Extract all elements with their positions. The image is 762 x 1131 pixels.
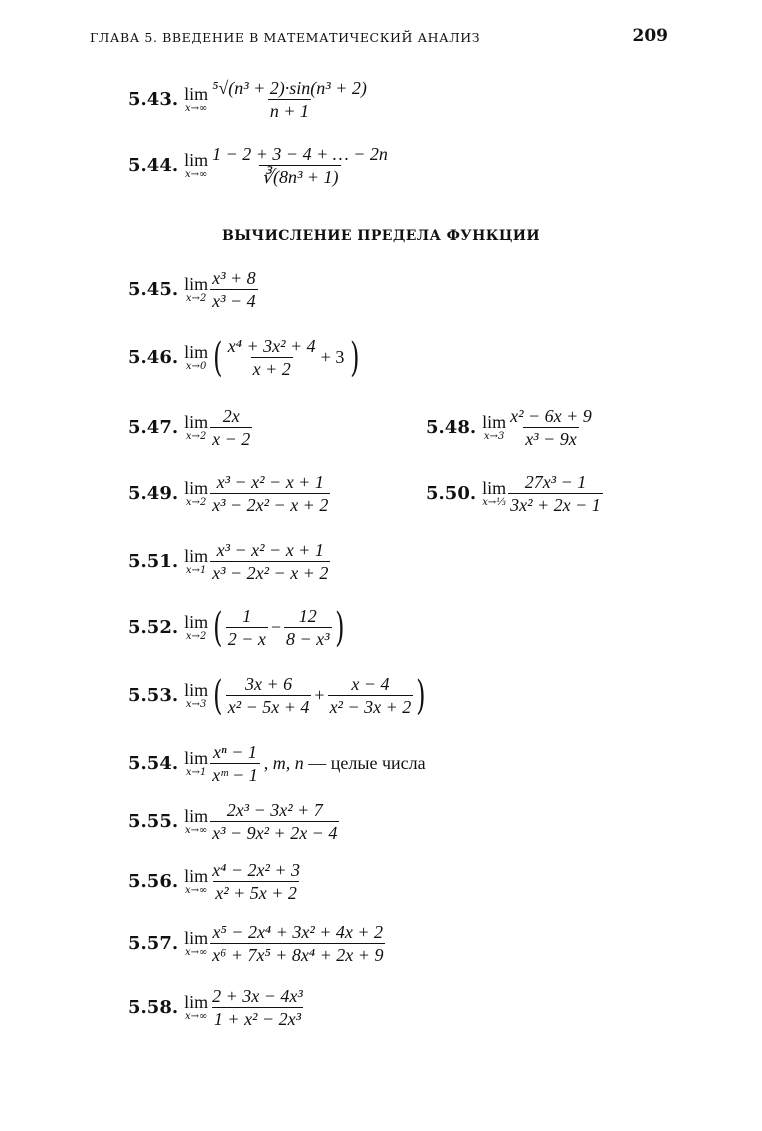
numerator: x² − 6x + 9	[510, 406, 592, 426]
denominator: x³ − 2x² − x + 2	[212, 563, 329, 583]
fraction	[210, 860, 302, 903]
fraction	[508, 406, 594, 449]
problem-number: 5.43.	[128, 89, 179, 110]
denominator: x² + 5x + 2	[215, 883, 297, 903]
lim-word: lim	[184, 84, 209, 104]
limit-subscript: x→3	[483, 431, 505, 442]
numerator: x³ − x² − x + 1	[216, 540, 324, 560]
problem-5-58	[128, 986, 305, 1029]
denominator: x² − 5x + 4	[227, 697, 310, 717]
fraction	[210, 144, 390, 187]
limit-operator	[184, 85, 208, 114]
limit-subscript: x→1	[185, 565, 207, 576]
limit-operator	[184, 547, 208, 576]
fraction	[226, 336, 318, 379]
limit-subscript: x→∞	[184, 169, 208, 180]
limit-operator	[184, 479, 208, 508]
numerator: 2 + 3x − 4x³	[212, 986, 303, 1006]
denominator: x³ − 9x² + 2x − 4	[212, 823, 338, 843]
limit-operator	[184, 749, 208, 778]
denominator: 1 + x² − 2x³	[213, 1009, 301, 1029]
lim-word: lim	[184, 412, 209, 432]
limit-operator	[184, 151, 208, 180]
lim-word: lim	[184, 748, 209, 768]
limit-operator	[482, 479, 506, 508]
limit-operator	[184, 681, 208, 710]
limit-subscript: x→∞	[184, 947, 208, 958]
note-variables: m, n	[272, 753, 304, 773]
limit-subscript: x→3	[185, 699, 207, 710]
lim-word: lim	[184, 150, 209, 170]
limit-subscript: x→2	[185, 431, 207, 442]
note-text: — целые числа	[303, 753, 426, 773]
limit-operator	[184, 807, 208, 836]
problem-5-49	[128, 472, 330, 515]
limit-operator	[184, 867, 208, 896]
numerator: xⁿ − 1	[213, 742, 257, 762]
lim-word: lim	[184, 992, 209, 1012]
denominator: 2 − x	[227, 629, 266, 649]
problem-5-52	[128, 606, 347, 649]
limit-operator	[184, 929, 208, 958]
lim-word: lim	[184, 866, 209, 886]
fraction	[210, 268, 258, 311]
problem-5-56	[128, 860, 302, 903]
limit-subscript: x→∞	[184, 825, 208, 836]
limit-operator	[184, 613, 208, 642]
denominator: x − 2	[212, 429, 251, 449]
problem-number: 5.48.	[426, 417, 477, 438]
lim-word: lim	[184, 546, 209, 566]
numerator: 1 − 2 + 3 − 4 + … − 2n	[212, 144, 388, 164]
numerator: ⁵√(n³ + 2)·sin(n³ + 2)	[212, 78, 367, 98]
fraction	[210, 922, 385, 965]
numerator: x⁴ − 2x² + 3	[212, 860, 301, 880]
problem-5-47	[128, 406, 252, 449]
limit-operator	[482, 413, 506, 442]
limit-operator	[184, 275, 208, 304]
denominator: ∛(8n³ + 1)	[261, 167, 339, 187]
fraction-1	[226, 606, 268, 649]
fraction	[210, 800, 339, 843]
numerator: x − 4	[351, 674, 390, 694]
problem-5-50	[426, 472, 603, 515]
fraction	[210, 472, 330, 515]
problem-number: 5.44.	[128, 155, 179, 176]
problem-number: 5.46.	[128, 347, 179, 368]
denominator: x³ − 9x	[525, 429, 577, 449]
numerator: 2x	[222, 406, 240, 426]
problem-5-53	[128, 674, 429, 717]
denominator: n + 1	[269, 101, 310, 121]
problem-number: 5.49.	[128, 483, 179, 504]
problem-5-48	[426, 406, 594, 449]
minus-sign: −	[270, 617, 282, 637]
fraction-1	[226, 674, 312, 717]
denominator: x + 2	[252, 359, 291, 379]
limit-subscript: x→∞	[184, 885, 208, 896]
denominator: 8 − x³	[286, 629, 330, 649]
left-paren: (	[213, 672, 223, 719]
problem-number: 5.54.	[128, 753, 179, 774]
numerator: 12	[298, 606, 317, 626]
right-paren: )	[416, 672, 426, 719]
numerator: 3x + 6	[245, 674, 293, 694]
denominator: x³ − 2x² − x + 2	[212, 495, 329, 515]
lim-word: lim	[184, 274, 209, 294]
problem-5-43	[128, 78, 369, 121]
problem-5-46	[128, 336, 363, 379]
lim-word: lim	[184, 680, 209, 700]
left-paren: (	[213, 334, 223, 381]
problem-number: 5.57.	[128, 933, 179, 954]
chapter-title: ГЛАВА 5. ВВЕДЕНИЕ В МАТЕМАТИЧЕСКИЙ АНАЛИЗ	[90, 30, 481, 45]
fraction	[210, 78, 369, 121]
fraction	[210, 406, 252, 449]
left-paren: (	[213, 604, 223, 651]
problem-number: 5.51.	[128, 551, 179, 572]
problem-number: 5.58.	[128, 997, 179, 1018]
limit-subscript: x→∞	[184, 103, 208, 114]
limit-operator	[184, 343, 208, 372]
lim-word: lim	[184, 342, 209, 362]
problem-number: 5.50.	[426, 483, 477, 504]
lim-word: lim	[482, 478, 507, 498]
limit-subscript: x→∞	[184, 1011, 208, 1022]
limit-subscript: x→2	[185, 631, 207, 642]
denominator: x² − 3x + 2	[329, 697, 412, 717]
fraction	[210, 540, 330, 583]
right-paren: )	[334, 604, 345, 651]
limit-subscript: x→0	[185, 361, 207, 372]
section-title: ВЫЧИСЛЕНИЕ ПРЕДЕЛА ФУНКЦИИ	[221, 228, 541, 244]
fraction	[210, 986, 305, 1029]
lim-word: lim	[184, 806, 209, 826]
right-paren: )	[350, 334, 360, 381]
denominator: 3x² + 2x − 1	[510, 495, 601, 515]
denominator: xᵐ − 1	[212, 765, 258, 785]
lim-word: lim	[184, 478, 209, 498]
problem-number: 5.47.	[128, 417, 179, 438]
problem-number: 5.52.	[128, 617, 179, 638]
fraction-2	[284, 606, 332, 649]
lim-word: lim	[184, 928, 209, 948]
limit-operator	[184, 993, 208, 1022]
problem-5-55	[128, 800, 339, 843]
plus-sign: +	[314, 685, 325, 705]
problem-number: 5.56.	[128, 871, 179, 892]
denominator: x³ − 4	[212, 291, 256, 311]
numerator: 27x³ − 1	[524, 472, 587, 492]
fraction	[210, 742, 260, 785]
problem-note: , m, n — целые числа	[263, 753, 426, 773]
limit-subscript: x→⅓	[482, 497, 506, 508]
limit-subscript: x→2	[185, 293, 207, 304]
plus-term: + 3	[320, 347, 345, 367]
problem-5-57	[128, 922, 385, 965]
numerator: x⁵ − 2x⁴ + 3x² + 4x + 2	[212, 922, 384, 942]
problem-number: 5.45.	[128, 279, 179, 300]
problem-5-45	[128, 268, 258, 311]
numerator: 1	[242, 606, 252, 626]
lim-word: lim	[184, 612, 209, 632]
limit-operator	[184, 413, 208, 442]
numerator: 2x³ − 3x² + 7	[226, 800, 323, 820]
numerator: x⁴ + 3x² + 4	[227, 336, 316, 356]
limit-subscript: x→1	[185, 767, 207, 778]
problem-5-51	[128, 540, 330, 583]
page-number: 209	[632, 26, 668, 46]
fraction-2	[328, 674, 414, 717]
problem-number: 5.55.	[128, 811, 179, 832]
problem-5-54	[128, 742, 426, 785]
lim-word: lim	[482, 412, 507, 432]
numerator: x³ + 8	[212, 268, 256, 288]
fraction	[508, 472, 603, 515]
problem-5-44	[128, 144, 390, 187]
limit-subscript: x→2	[185, 497, 207, 508]
denominator: x⁶ + 7x⁵ + 8x⁴ + 2x + 9	[212, 945, 384, 965]
problem-number: 5.53.	[128, 685, 179, 706]
page-header	[90, 28, 668, 50]
numerator: x³ − x² − x + 1	[216, 472, 324, 492]
